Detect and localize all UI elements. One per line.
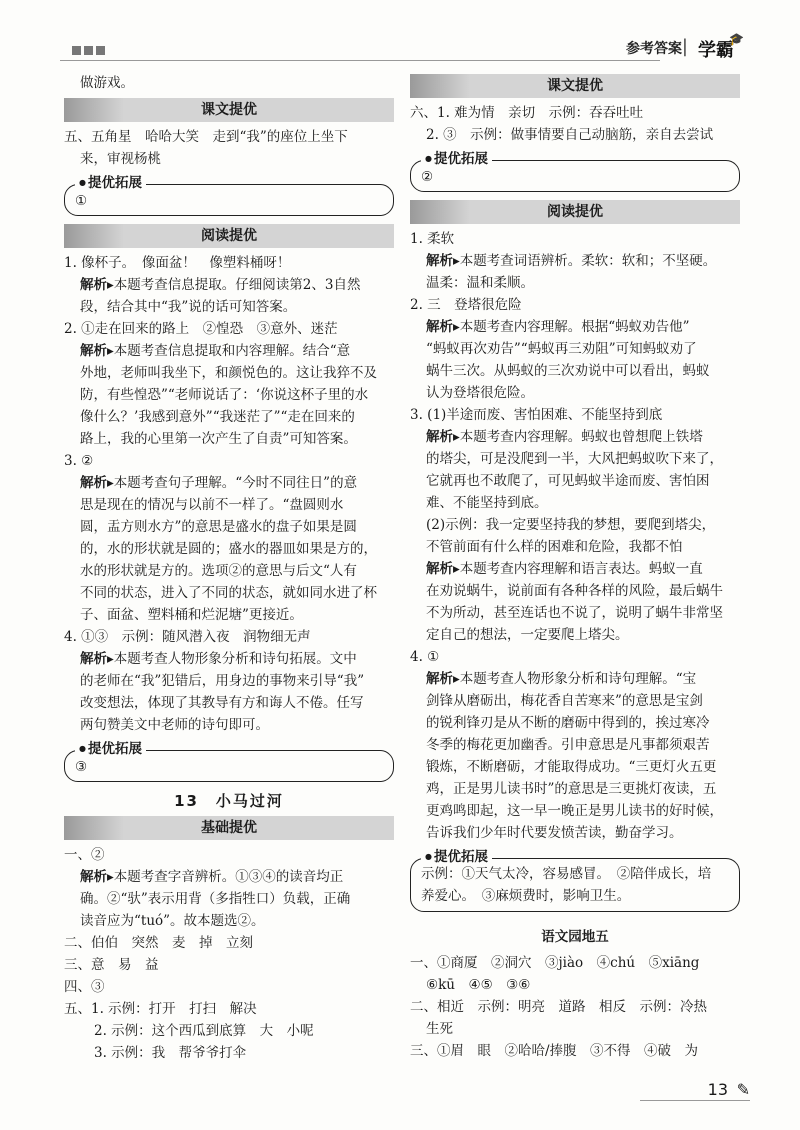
answer-line: 二、伯伯 突然 麦 掉 立刻 <box>64 935 253 951</box>
analysis-text: 本题考查句子理解。“今时不同往日”的意 <box>113 475 358 491</box>
page-number: 13 <box>707 1080 728 1099</box>
analysis-text: 本题考查人物形象分析和诗句理解。“宝 <box>459 671 697 687</box>
answer-line: 四、③ <box>64 979 105 995</box>
text-line: 温柔：温和柔顺。 <box>426 275 534 291</box>
section-bar <box>64 816 394 840</box>
text-line: 圆，盂方则水方”的意思是盛水的盘子如果是圆 <box>80 519 357 535</box>
answer-line: 三、意 易 益 <box>64 957 159 973</box>
text-line: 防，有些惶恐”“老师说话了：‘你说这杯子里的水 <box>80 387 369 403</box>
box-tag: ● 提优拓展 <box>421 149 492 169</box>
footer-rule <box>640 1100 750 1101</box>
answer-line: 4. ①③ 示例：随风潜入夜 润物细无声 <box>64 629 311 645</box>
analysis-label: 解析 <box>426 319 453 335</box>
section-title: 基础提优 <box>201 820 257 836</box>
text-line: 段，结合其中“我”说的话可知答案。 <box>80 299 297 315</box>
text-line: 像什么？’我感到意外”“我迷茫了”“走在回来的 <box>80 409 355 425</box>
text-line: 外地，老师叫我坐下，和颜悦色的。这让我猝不及 <box>80 365 377 381</box>
header-brand: 学霸 <box>698 40 734 61</box>
answer-line: 4. ① <box>410 649 440 665</box>
answer-line: 1. 像杯子。 像面盆！ 像塑料桶呀！ <box>64 255 291 271</box>
section-bar <box>410 200 740 224</box>
answer-line: 生死 <box>426 1021 453 1037</box>
box-tag: ● 提优拓展 <box>75 739 146 759</box>
page-header <box>60 30 744 70</box>
analysis-text: 本题考查词语辨析。柔软：软和；不坚硬。 <box>459 253 717 269</box>
text-line: 养爱心。 ③麻烦费时，影响卫生。 <box>421 888 631 904</box>
analysis-label: 解析 <box>80 475 107 491</box>
extension-box <box>410 849 740 912</box>
text-line: 不管前面有什么样的困难和危险，我都不怕 <box>426 539 683 555</box>
analysis-text: 本题考查内容理解和语言表达。蚂蚁一直 <box>459 561 703 577</box>
box-tag: ● 提优拓展 <box>421 847 492 867</box>
graduation-cap-icon: 🎓 <box>729 32 744 46</box>
analysis-label: 解析 <box>80 869 107 885</box>
analysis-text: 本题考查内容理解。根据“蚂蚁劝告他” <box>459 319 690 335</box>
lesson-title: 13 小马过河 <box>174 792 284 810</box>
text-line: 示例：①天气太冷，容易感冒。 ②陪伴成长，培 <box>421 866 712 882</box>
box-tag: ● 提优拓展 <box>75 173 146 193</box>
answer-line: 一、② <box>64 847 105 863</box>
text-line: 的锐利锋刃是从不断的磨砺中得到的，挨过寒冷 <box>426 715 710 731</box>
text-line: “蚂蚁再次劝告”“蚂蚁再三劝阻”可知蚂蚁劝了 <box>426 341 697 357</box>
text-line: 的塔尖，可是没爬到一半，大风把蚂蚁吹下来了， <box>426 451 723 467</box>
analysis-label: 解析 <box>426 429 453 445</box>
unit-title: 语文园地五 <box>541 929 609 945</box>
section-bar <box>410 74 740 98</box>
box-answer: ① <box>75 193 88 209</box>
right-column: 课文提优 六、1. 难为情 亲切 示例：吞吞吐吐 2. ③ 示例：做事情要自己动脑筋，亲自去尝试 ● 提优拓展 ② 阅读提优 1. 柔软 解析▸本题考查词语辨析。柔软：软和；不坚硬。 温柔：温和柔顺。 2. 三 登塔很危险 解析▸本题考查内容理解。根据“蚂蚁劝告他” “蚂蚁再次劝告”“蚂蚁再三劝阻”可知蚂蚁劝了 蜗牛三次。从蚂蚁的三次劝说中可以看出，蚂蚁 认为登塔很危险。 3. (1)半途而废、害怕困难、不能坚持到底 解析▸本题考查内容理解。蚂蚁也曾想爬上铁塔 的塔尖，可是没爬到一半，大风把蚂蚁吹下来了， 它就再也不敢爬了，可见蚂蚁半途而废、害怕困 难、不能坚持到底。 (2)示例：我一定要坚持我的梦想，要爬到塔尖， 不管前面有什么样的困难和危险，我都不怕 解析▸本题考查内容理解和语言表达。蚂蚁一直 在劝说蜗牛，说前面有各种各样的风险，最后蜗牛 不为所动，甚至连话也不说了，说明了蜗牛非常坚 定自己的想法，一定要爬上塔尖。 4. ① 解析▸本题考查人物形象分析和诗句理解。“宝 剑锋从磨砺出，梅花香自苦寒来”的意思是宝剑 的锐利锋刃是从不断的磨砺中得到的，挨过寒冷 冬季的梅花更加幽香。引申意思是凡事都须艰苦 锻炼，不断磨砺，才能取得成功。“三更灯火五更 鸡，正是男儿读书时”的意思是三更挑灯夜读，五 更鸡鸣即起，这一早一晚正是男儿读书的好时候， 告诉我们少年时代要发愤苦读，勤奋学习。 ● 提优拓展 示例：①天气太冷，容易感冒。 ②陪伴成长，培 养爱心。 ③麻烦费时，影响卫生。 语文园地五 一、①商厦 ②洞穴 ③jiào ④chú ⑤xiāng ⑥kū ④⑤ ③⑥ 二、相近 示例：明亮 道路 相反 示例：冷热 生死 三、①眉 眼 ②哈哈/捧腹 ③不得 ④破 为 <box>410 72 740 1062</box>
text-line: 两句赞美文中老师的诗句即可。 <box>80 717 269 733</box>
text-line: 不同的状态，进入了不同的状态，就如同水进了杯 <box>80 585 377 601</box>
text-line: 确。②“驮”表示用背（多指牲口）负载，正确 <box>80 891 351 907</box>
text-line: 难、不能坚持到底。 <box>426 495 548 511</box>
text-line: 改变想法，体现了其教导有方和诲人不倦。任写 <box>80 695 364 711</box>
answer-line: 3. ② <box>64 453 94 469</box>
analysis-label: 解析 <box>426 253 453 269</box>
analysis-text: 本题考查信息提取。仔细阅读第2、3自然 <box>113 277 361 293</box>
text-line: 认为登塔很危险。 <box>426 385 534 401</box>
header-rule <box>60 60 660 61</box>
answer-line: 3. (1)半途而废、害怕困难、不能坚持到底 <box>410 407 663 423</box>
answer-line: 来，审视杨桃 <box>80 151 161 167</box>
answer-line: 二、相近 示例：明亮 道路 相反 示例：冷热 <box>410 999 707 1015</box>
extension-box <box>64 741 394 782</box>
section-title: 课文提优 <box>201 102 257 118</box>
answer-line: 1. 柔软 <box>410 231 455 247</box>
text-line: 定自己的想法，一定要爬上塔尖。 <box>426 627 629 643</box>
box-answer: ③ <box>75 759 88 775</box>
analysis-text: 本题考查字音辨析。①③④的读音均正 <box>113 869 344 885</box>
answer-line: 六、1. 难为情 亲切 示例：吞吞吐吐 <box>410 105 644 121</box>
text-line: 它就再也不敢爬了，可见蚂蚁半途而废、害怕困 <box>426 473 710 489</box>
box-answer <box>421 863 711 907</box>
analysis-label: 解析 <box>80 343 107 359</box>
analysis-text: 本题考查内容理解。蚂蚁也曾想爬上铁塔 <box>459 429 703 445</box>
answer-line: ⑥kū ④⑤ ③⑥ <box>426 977 531 993</box>
text-line: 在劝说蜗牛，说前面有各种各样的风险，最后蜗牛 <box>426 583 723 599</box>
answer-line: 3. 示例：我 帮爷爷打伞 <box>94 1045 247 1061</box>
text-line: 锻炼，不断磨砺，才能取得成功。“三更灯火五更 <box>426 759 717 775</box>
text-line: 子、面盆、塑料桶和烂泥塘”更接近。 <box>80 607 303 623</box>
answer-line: 2. ③ 示例：做事情要自己动脑筋，亲自去尝试 <box>426 127 714 143</box>
text-line: 读音应为“tuó”。故本题选②。 <box>80 913 265 929</box>
analysis-label: 解析 <box>426 561 453 577</box>
text-line: 冬季的梅花更加幽香。引申意思是凡事都须艰苦 <box>426 737 710 753</box>
header-squares <box>72 46 105 55</box>
answer-line: 2. ①走在回来的路上 ②惶恐 ③意外、迷茫 <box>64 321 338 337</box>
text-line: 更鸡鸣即起，这一早一晚正是男儿读书的好时候， <box>426 803 723 819</box>
analysis-text: 本题考查人物形象分析和诗句拓展。文中 <box>113 651 357 667</box>
pencil-icon: ✎ <box>736 1080 750 1099</box>
left-column: 做游戏。 课文提优 五、五角星 哈哈大笑 走到“我”的座位上坐下 来，审视杨桃 ● 提优拓展 ① 阅读提优 1. 像杯子。 像面盆！ 像塑料桶呀！ 解析▸本题考查信息提取。仔细阅读第2、3自然 段，结合其中“我”说的话可知答案。 2. ①走在回来的路上 ②惶恐 ③意外、迷茫 解析▸本题考查信息提取和内容理解。结合“意 外地，老师叫我坐下，和颜悦色的。这让我猝不及 防，有些惶恐”“老师说话了：‘你说这杯子里的水 像什么？’我感到意外”“我迷茫了”“走在回来的 路上，我的心里第一次产生了自责”可知答案。 3. ② 解析▸本题考查句子理解。“今时不同往日”的意 思是现在的情况与以前不一样了。“盘圆则水 圆，盂方则水方”的意思是盛水的盘子如果是圆 的，水的形状就是圆的；盛水的器皿如果是方的， 水的形状就是方的。选项②的意思与后文“人有 不同的状态，进入了不同的状态，就如同水进了杯 子、面盆、塑料桶和烂泥塘”更接近。 4. ①③ 示例：随风潜入夜 润物细无声 解析▸本题考查人物形象分析和诗句拓展。文中 的老师在“我”犯错后，用身边的事物来引导“我” 改变想法，体现了其教导有方和诲人不倦。任写 两句赞美文中老师的诗句即可。 ● 提优拓展 ③ 13 小马过河 基础提优 一、② 解析▸本题考查字音辨析。①③④的读音均正 确。②“驮”表示用背（多指牲口）负载，正确 读音应为“tuó”。故本题选②。 二、伯伯 突然 麦 掉 立刻 三、意 易 益 四、③ 五、1. 示例：打开 打扫 解决 2. 示例：这个西瓜到底算 大 小呢 3. 示例：我 帮爷爷打伞 <box>64 72 394 1064</box>
answer-line: 五、1. 示例：打开 打扫 解决 <box>64 1001 257 1017</box>
header-title: 参考答案 <box>626 41 682 57</box>
text-line: 思是现在的情况与以前不一样了。“盘圆则水 <box>80 497 344 513</box>
text-line: 的老师在“我”犯错后，用身边的事物来引导“我” <box>80 673 365 689</box>
text-line: 做游戏。 <box>80 75 134 91</box>
text-line: 的，水的形状就是圆的；盛水的器皿如果是方的， <box>80 541 377 557</box>
section-bar <box>64 224 394 248</box>
text-line: 水的形状就是方的。选项②的意思与后文“人有 <box>80 563 357 579</box>
answer-line: 五、五角星 哈哈大笑 走到“我”的座位上坐下 <box>64 129 348 145</box>
extension-box <box>64 175 394 216</box>
analysis-label: 解析 <box>426 671 453 687</box>
text-line: 不为所动，甚至连话也不说了，说明了蜗牛非常坚 <box>426 605 723 621</box>
section-title: 课文提优 <box>547 78 603 94</box>
text-line: 路上，我的心里第一次产生了自责”可知答案。 <box>80 431 357 447</box>
analysis-label: 解析 <box>80 277 107 293</box>
section-title: 阅读提优 <box>547 204 603 220</box>
answer-line: 2. 示例：这个西瓜到底算 大 小呢 <box>94 1023 314 1039</box>
analysis-text: 本题考查信息提取和内容理解。结合“意 <box>113 343 351 359</box>
answer-line: (2)示例：我一定要坚持我的梦想，要爬到塔尖， <box>426 517 716 533</box>
text-line: 告诉我们少年时代要发愤苦读，勤奋学习。 <box>426 825 683 841</box>
answer-line: 一、①商厦 ②洞穴 ③jiào ④chú ⑤xiāng <box>410 955 700 971</box>
answer-line: 2. 三 登塔很危险 <box>410 297 522 313</box>
analysis-label: 解析 <box>80 651 107 667</box>
extension-box <box>410 151 740 192</box>
text-line: 鸡，正是男儿读书时”的意思是三更挑灯夜读，五 <box>426 781 717 797</box>
box-answer: ② <box>421 169 434 185</box>
text-line: 蜗牛三次。从蚂蚁的三次劝说中可以看出，蚂蚁 <box>426 363 710 379</box>
section-title: 阅读提优 <box>201 228 257 244</box>
section-bar <box>64 98 394 122</box>
text-line: 剑锋从磨砺出，梅花香自苦寒来”的意思是宝剑 <box>426 693 703 709</box>
header-separator: | <box>681 36 688 57</box>
answer-line: 三、①眉 眼 ②哈哈/捧腹 ③不得 ④破 为 <box>410 1043 699 1059</box>
